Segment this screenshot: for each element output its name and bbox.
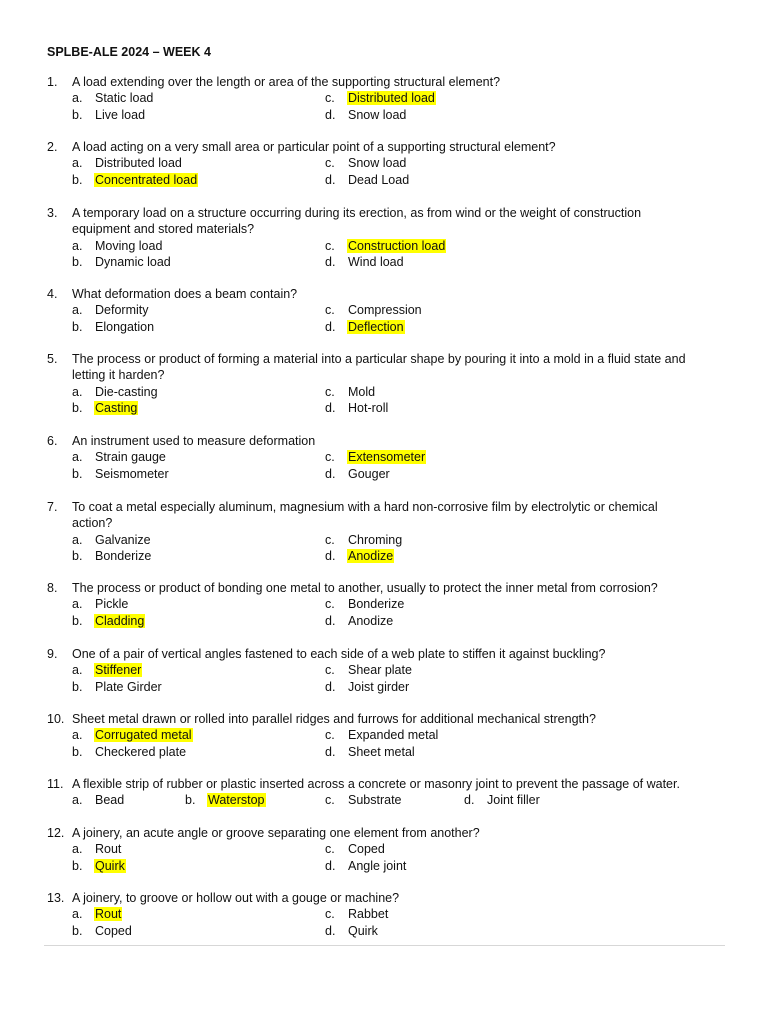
option-letter: b. [72,254,83,269]
option-text: Joist girder [348,679,410,694]
option-text: Angle joint [348,858,407,873]
option-text: Bonderize [348,597,405,612]
option-text [208,792,266,808]
option-letter: d. [325,107,336,122]
options-row [47,90,737,106]
question-text: The process or product of forming a material into a particular shape by pouring it into a mold in a fluid state and [72,352,686,366]
options-row [47,662,737,678]
options-row [47,155,737,171]
option-text: Galvanize [95,532,151,547]
options-row [47,238,737,254]
option-text: Dynamic load [95,254,171,269]
question-number: 13. [47,891,65,905]
question-line [47,890,737,906]
option-letter: c. [325,532,335,547]
option-letter: b. [72,744,83,759]
option-text: Gouger [348,466,390,481]
question-8 [47,580,737,629]
question-line [47,825,737,841]
option-text: Bead [95,793,125,808]
option-text: Joint filler [487,793,540,808]
option-text [95,400,138,416]
options-row [47,107,737,123]
answer-highlight: Corrugated metal [95,728,192,743]
option-letter: a. [72,450,83,465]
answer-highlight: Quirk [95,858,125,873]
option-letter: d. [464,793,475,808]
answer-highlight: Waterstop [208,793,265,808]
question-number: 6. [47,434,58,448]
option-text: Snow load [348,107,407,122]
option-letter: d. [325,172,336,187]
answer-highlight: Extensometer [348,450,426,465]
option-text [95,662,142,678]
question-text: The process or product of bonding one metal to another, usually to protect the inner metal from corrosion? [72,581,658,595]
option-text: Shear plate [348,663,412,678]
option-letter: a. [72,156,83,171]
option-letter: b. [72,613,83,628]
question-line [47,580,737,596]
question-text: A load acting on a very small area or particular point of a supporting structural element? [72,140,556,154]
options-row [47,744,737,760]
option-text: Hot-roll [348,400,389,415]
question-text: A temporary load on a structure occurring during its erection, as from wind or the weight of construction [72,206,642,220]
option-letter: b. [72,400,83,415]
option-letter: a. [72,728,83,743]
option-letter: c. [325,450,335,465]
options-row [47,858,737,874]
question-text: One of a pair of vertical angles fastened to each side of a web plate to stiffen it against buckling? [72,647,606,661]
options-row [47,596,737,612]
answer-highlight: Anodize [348,548,394,563]
option-letter: a. [72,907,83,922]
option-letter: a. [72,597,83,612]
option-text: Checkered plate [95,744,187,759]
option-letter: d. [325,744,336,759]
question-line [47,515,737,531]
options-row [47,254,737,270]
question-number: 11. [47,777,64,791]
option-text: Deformity [95,303,149,318]
option-letter: b. [72,172,83,187]
option-text: Bonderize [95,548,152,563]
question-text: An instrument used to measure deformation [72,434,316,448]
option-letter: c. [325,663,335,678]
option-letter: c. [325,384,335,399]
question-4 [47,286,737,335]
option-text: Compression [348,303,422,318]
question-line [47,351,737,367]
option-letter: c. [325,303,335,318]
question-5 [47,351,737,416]
answer-highlight: Rout [95,907,122,922]
option-letter: b. [72,466,83,481]
options-row [47,727,737,743]
option-text [95,858,126,874]
options-row [47,841,737,857]
question-text: A joinery, to groove or hollow out with a gouge or machine? [72,891,400,905]
question-11 [47,776,737,809]
option-letter: b. [72,107,83,122]
option-letter: d. [325,679,336,694]
option-text: Rabbet [348,907,389,922]
options-row [47,548,737,564]
option-text: Quirk [348,923,378,938]
option-letter: c. [325,238,335,253]
options-row [47,400,737,416]
option-text [348,319,405,335]
question-line [47,74,737,90]
question-7 [47,499,737,564]
options-row [47,923,737,939]
option-letter: a. [72,532,83,547]
answer-highlight: Deflection [348,319,404,334]
option-letter: d. [325,400,336,415]
question-3 [47,205,737,270]
question-line [47,139,737,155]
option-text: Coped [95,923,132,938]
option-text: Plate Girder [95,679,162,694]
option-text: Distributed load [95,156,182,171]
option-letter: b. [72,548,83,563]
option-text: Pickle [95,597,129,612]
option-text: Seismometer [95,466,169,481]
options-row [47,466,737,482]
option-letter: b. [72,319,83,334]
options-row [47,906,737,922]
question-line [47,367,737,383]
question-number: 1. [47,75,58,89]
answer-highlight: Distributed load [348,91,435,106]
question-number: 7. [47,500,58,514]
option-text: Mold [348,384,376,399]
question-line [47,433,737,449]
question-12 [47,825,737,874]
question-text: equipment and stored materials? [72,222,255,237]
option-text: Die-casting [95,384,158,399]
option-letter: d. [325,923,336,938]
option-text: Chroming [348,532,403,547]
option-letter: a. [72,303,83,318]
answer-highlight: Cladding [95,613,145,628]
option-letter: a. [72,793,83,808]
question-number: 4. [47,287,58,301]
option-text [348,548,394,564]
question-text: letting it harden? [72,368,165,383]
option-letter: d. [325,613,336,628]
question-text: To coat a metal especially aluminum, magnesium with a hard non-corrosive film by electrolytic or chemical [72,500,658,514]
option-text: Moving load [95,238,163,253]
option-letter: c. [325,728,335,743]
option-letter: a. [72,842,83,857]
option-letter: b. [185,793,196,808]
options-row [47,613,737,629]
option-text: Snow load [348,156,407,171]
option-letter: a. [72,384,83,399]
page-title: SPLBE-ALE 2024 – WEEK 4 [47,45,211,59]
options-row [47,679,737,695]
question-line [47,221,737,237]
options-row [47,532,737,548]
option-letter: d. [325,254,336,269]
option-letter: c. [325,156,335,171]
option-letter: a. [72,663,83,678]
option-letter: b. [72,858,83,873]
option-letter: c. [325,907,335,922]
option-letter: d. [325,858,336,873]
option-text [95,727,193,743]
question-9 [47,646,737,695]
option-letter: d. [325,466,336,481]
option-text: Elongation [95,319,155,334]
options-row [47,302,737,318]
option-text [95,613,145,629]
option-letter: c. [325,842,335,857]
question-text: What deformation does a beam contain? [72,287,298,301]
question-number: 3. [47,206,58,220]
question-number: 8. [47,581,58,595]
option-letter: b. [72,923,83,938]
answer-highlight: Concentrated load [95,172,198,187]
option-text [348,90,436,106]
question-number: 5. [47,352,58,366]
question-1 [47,74,737,123]
question-number: 12. [47,826,65,840]
option-text [95,906,122,922]
question-text: A load extending over the length or area of the supporting structural element? [72,75,501,89]
question-line [47,646,737,662]
question-number: 9. [47,647,58,661]
option-text: Expanded metal [348,728,439,743]
option-letter: c. [325,91,335,106]
options-row [47,449,737,465]
option-text [348,238,446,254]
options-row [47,172,737,188]
question-line [47,286,737,302]
options-row [47,792,737,808]
option-text: Static load [95,91,154,106]
option-text: Substrate [348,793,402,808]
option-text: Dead Load [348,172,410,187]
question-text: Sheet metal drawn or rolled into parallel ridges and furrows for additional mechanical strength? [72,712,596,726]
question-6 [47,433,737,482]
option-text: Live load [95,107,146,122]
option-text: Strain gauge [95,450,166,465]
option-text: Coped [348,842,385,857]
option-text [348,449,426,465]
option-text [95,172,198,188]
question-number: 10. [47,712,65,726]
question-text: A joinery, an acute angle or groove separating one element from another? [72,826,480,840]
option-letter: a. [72,91,83,106]
question-10 [47,711,737,760]
option-letter: d. [325,548,336,563]
answer-highlight: Stiffener [95,663,142,678]
option-letter: c. [325,793,335,808]
question-line [47,205,737,221]
answer-highlight: Casting [95,400,138,415]
options-row [47,384,737,400]
question-line [47,776,737,792]
question-text: action? [72,516,113,531]
question-2 [47,139,737,188]
option-letter: d. [325,319,336,334]
option-letter: a. [72,238,83,253]
option-text: Sheet metal [348,744,415,759]
question-line [47,711,737,727]
option-text: Rout [95,842,122,857]
question-13 [47,890,737,939]
question-line [47,499,737,515]
bottom-divider [44,945,725,946]
option-letter: b. [72,679,83,694]
answer-highlight: Construction load [348,238,446,253]
question-number: 2. [47,140,58,154]
question-text: A flexible strip of rubber or plastic inserted across a concrete or masonry joint to prevent the passage of water. [72,777,680,791]
options-row [47,319,737,335]
option-letter: c. [325,597,335,612]
option-text: Anodize [348,613,394,628]
option-text: Wind load [348,254,404,269]
